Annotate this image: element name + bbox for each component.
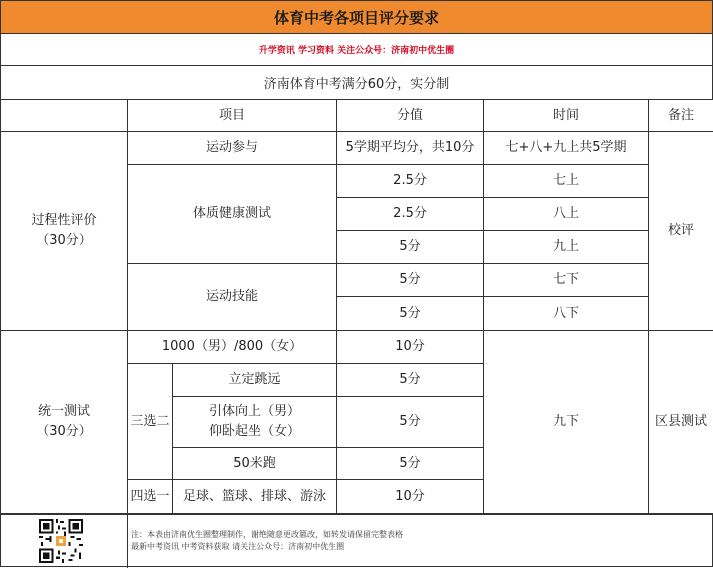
remark-school: 校评	[649, 132, 713, 331]
summary-text: 济南体育中考满分60分，实分制	[0, 66, 713, 100]
time-participation: 七+八+九上共5学期	[484, 132, 649, 165]
table-row	[1, 331, 713, 364]
header-row	[1, 100, 713, 132]
category-process-score: （30分）	[1, 231, 127, 251]
item-pullup-situp	[173, 397, 337, 448]
item-run: 1000（男）/800（女）	[128, 331, 337, 364]
item-situp: 仰卧起坐（女）	[173, 422, 336, 442]
time-fitness-3: 九上	[484, 231, 649, 264]
category-process	[1, 132, 128, 331]
score-fitness-1: 2.5分	[337, 165, 484, 198]
score-pullup-situp: 5分	[337, 397, 484, 448]
page-title: 体育中考各项目评分要求	[0, 0, 713, 34]
footer-note	[131, 529, 403, 553]
item-pullup: 引体向上（男）	[173, 402, 336, 422]
time-skills-1: 七下	[484, 264, 649, 297]
header-score: 分值	[337, 100, 484, 132]
item-participation: 运动参与	[128, 132, 337, 165]
time-fitness-2: 八上	[484, 198, 649, 231]
score-table	[0, 99, 713, 514]
score-50m: 5分	[337, 448, 484, 480]
category-unified	[1, 331, 128, 514]
score-long-jump: 5分	[337, 364, 484, 397]
time-fitness-1: 七上	[484, 165, 649, 198]
footer	[0, 514, 713, 567]
score-skills-2: 5分	[337, 297, 484, 331]
header-blank	[1, 100, 128, 132]
score-fitness-2: 2.5分	[337, 198, 484, 231]
choose-two-label: 三选二	[128, 364, 173, 480]
time-skills-2: 八下	[484, 297, 649, 331]
header-time: 时间	[484, 100, 649, 132]
item-ball-swim: 足球、篮球、排球、游泳	[173, 480, 337, 514]
remark-district: 区县测试	[649, 331, 713, 514]
score-participation: 5学期平均分，共10分	[337, 132, 484, 165]
time-unified: 九下	[484, 331, 649, 514]
choose-one-label: 四选一	[128, 480, 173, 514]
item-skills: 运动技能	[128, 264, 337, 331]
category-unified-score: （30分）	[1, 422, 127, 442]
score-ball-swim: 10分	[337, 480, 484, 514]
promo-text: 升学资讯 学习资料 关注公众号：济南初中优生圈	[0, 34, 713, 66]
item-long-jump: 立定跳远	[173, 364, 337, 397]
qr-code-icon	[39, 519, 83, 563]
category-unified-label: 统一测试	[1, 402, 127, 422]
table-row	[1, 132, 713, 165]
item-fitness: 体质健康测试	[128, 165, 337, 264]
item-50m: 50米跑	[173, 448, 337, 480]
footer-note-line1: 注：本表由济南优生圈整理制作，谢绝随意更改篡改，如转发请保留完整表格	[131, 529, 403, 541]
header-item: 项目	[128, 100, 337, 132]
score-skills-1: 5分	[337, 264, 484, 297]
footer-divider	[127, 515, 128, 568]
header-remark: 备注	[649, 100, 713, 132]
footer-note-line2: 最新中考资讯 中考资料获取 请关注公众号：济南初中优生圈	[131, 541, 403, 553]
score-fitness-3: 5分	[337, 231, 484, 264]
score-run: 10分	[337, 331, 484, 364]
category-process-label: 过程性评价	[1, 211, 127, 231]
